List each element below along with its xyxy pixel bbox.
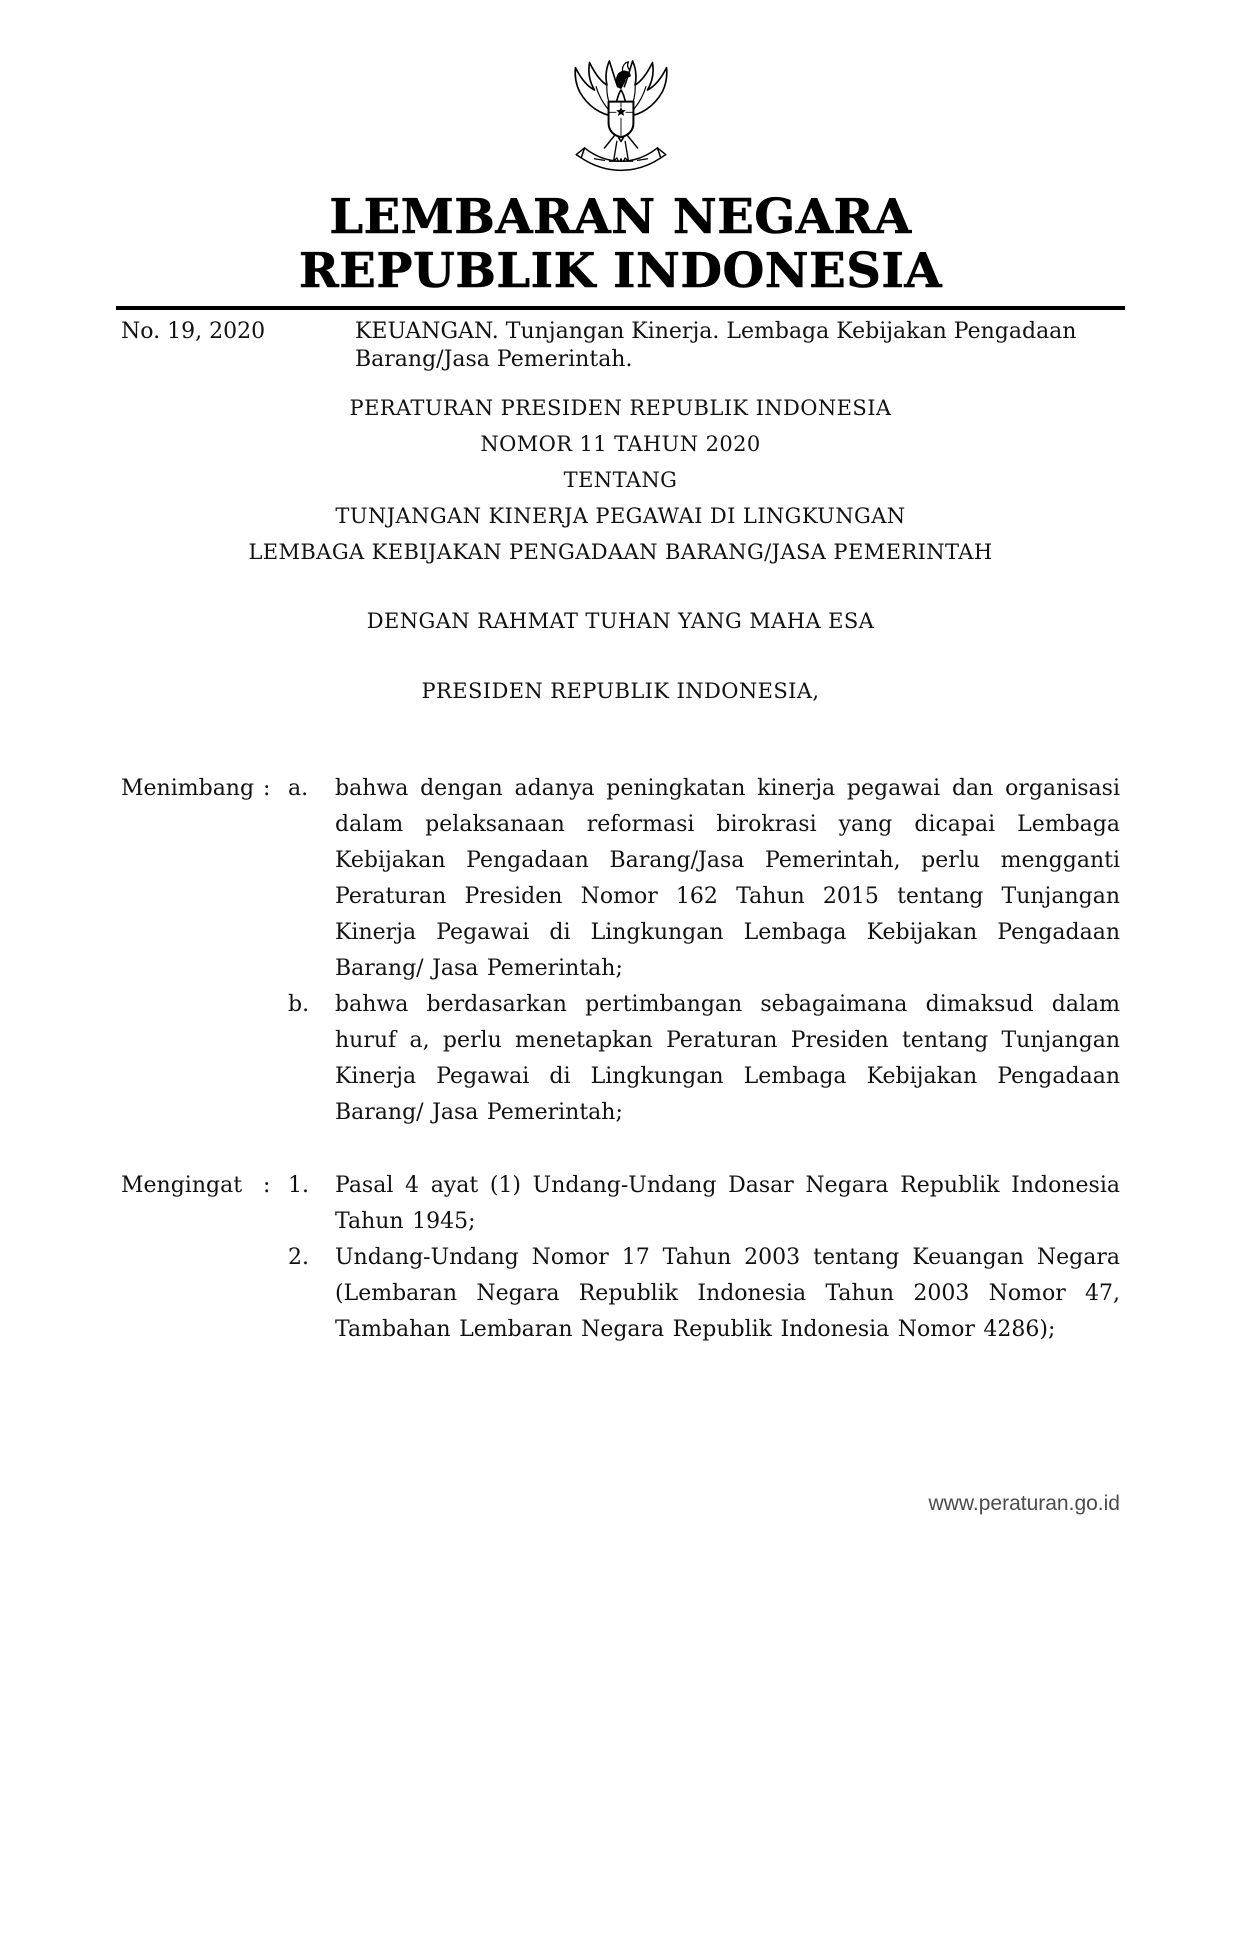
watermark-url: www.peraturan.go.id	[928, 1492, 1120, 1515]
garuda-pancasila-emblem	[563, 50, 679, 178]
mengingat-section	[121, 1168, 1120, 1348]
gazette-title	[0, 190, 1241, 298]
menimbang-colon: :	[263, 776, 271, 801]
heading-line-subject-1: TUNJANGAN KINERJA PEGAWAI DI LINGKUNGAN	[335, 504, 906, 528]
item-text: bahwa berdasarkan pertimbangan sebagaimana dimaksud dalam huruf a, perlu menetapkan Peraturan Presiden tentang Tunjangan Kinerja Pegawai di Lingkungan Lembaga Kebijakan Pengadaan Barang/ Jasa Pemerintah;	[335, 992, 1120, 1125]
gazette-number: No. 19, 2020	[121, 319, 266, 344]
heading-line-regulation: PERATURAN PRESIDEN REPUBLIK INDONESIA	[349, 396, 892, 420]
menimbang-items	[288, 771, 1120, 1131]
item-marker: a.	[288, 776, 309, 801]
gazette-subject: KEUANGAN. Tunjangan Kinerja. Lembaga Kebijakan Pengadaan Barang/Jasa Pemerintah.	[355, 319, 1077, 372]
item-text: Undang-Undang Nomor 17 Tahun 2003 tentang Keuangan Negara (Lembaran Negara Republik Indonesia Tahun 2003 Nomor 47, Tambahan Lembaran Negara Republik Indonesia Nomor 4286);	[335, 1245, 1120, 1342]
masthead-divider-rule	[116, 306, 1125, 310]
menimbang-item-a	[288, 771, 1120, 987]
invocation-line: DENGAN RAHMAT TUHAN YANG MAHA ESA	[366, 609, 875, 633]
item-marker: 1.	[288, 1173, 309, 1198]
menimbang-section	[121, 771, 1120, 1131]
item-marker: 2.	[288, 1245, 309, 1270]
issuer-line: PRESIDEN REPUBLIK INDONESIA,	[421, 679, 820, 703]
heading-line-number: NOMOR 11 TAHUN 2020	[480, 432, 761, 456]
mengingat-item-2	[288, 1240, 1120, 1348]
emblem-container	[0, 0, 1241, 182]
item-text: Pasal 4 ayat (1) Undang-Undang Dasar Negara Republik Indonesia Tahun 1945;	[335, 1173, 1120, 1234]
mengingat-item-1	[288, 1168, 1120, 1240]
mengingat-colon: :	[263, 1173, 271, 1198]
gazette-title-line1: LEMBARAN NEGARA	[329, 189, 912, 245]
mengingat-label: Mengingat	[121, 1173, 243, 1198]
gazette-header-row	[121, 318, 1120, 374]
heading-line-subject-2: LEMBAGA KEBIJAKAN PENGADAAN BARANG/JASA PEMERINTAH	[248, 540, 993, 564]
mengingat-items	[288, 1168, 1120, 1348]
menimbang-item-b	[288, 987, 1120, 1131]
item-text: bahwa dengan adanya peningkatan kinerja pegawai dan organisasi dalam pelaksanaan reformasi birokrasi yang dicapai Lembaga Kebijakan Pengadaan Barang/Jasa Pemerintah, perlu mengganti Peraturan Presiden Nomor 162 Tahun 2015 tentang Tunjangan Kinerja Pegawai di Lingkungan Lembaga Kebijakan Pengadaan Barang/ Jasa Pemerintah;	[335, 776, 1120, 981]
heading-line-tentang: TENTANG	[563, 468, 678, 492]
item-marker: b.	[288, 992, 310, 1017]
menimbang-label: Menimbang	[121, 776, 255, 801]
regulation-heading	[0, 390, 1241, 570]
gazette-title-line2: REPUBLIK INDONESIA	[298, 243, 943, 299]
